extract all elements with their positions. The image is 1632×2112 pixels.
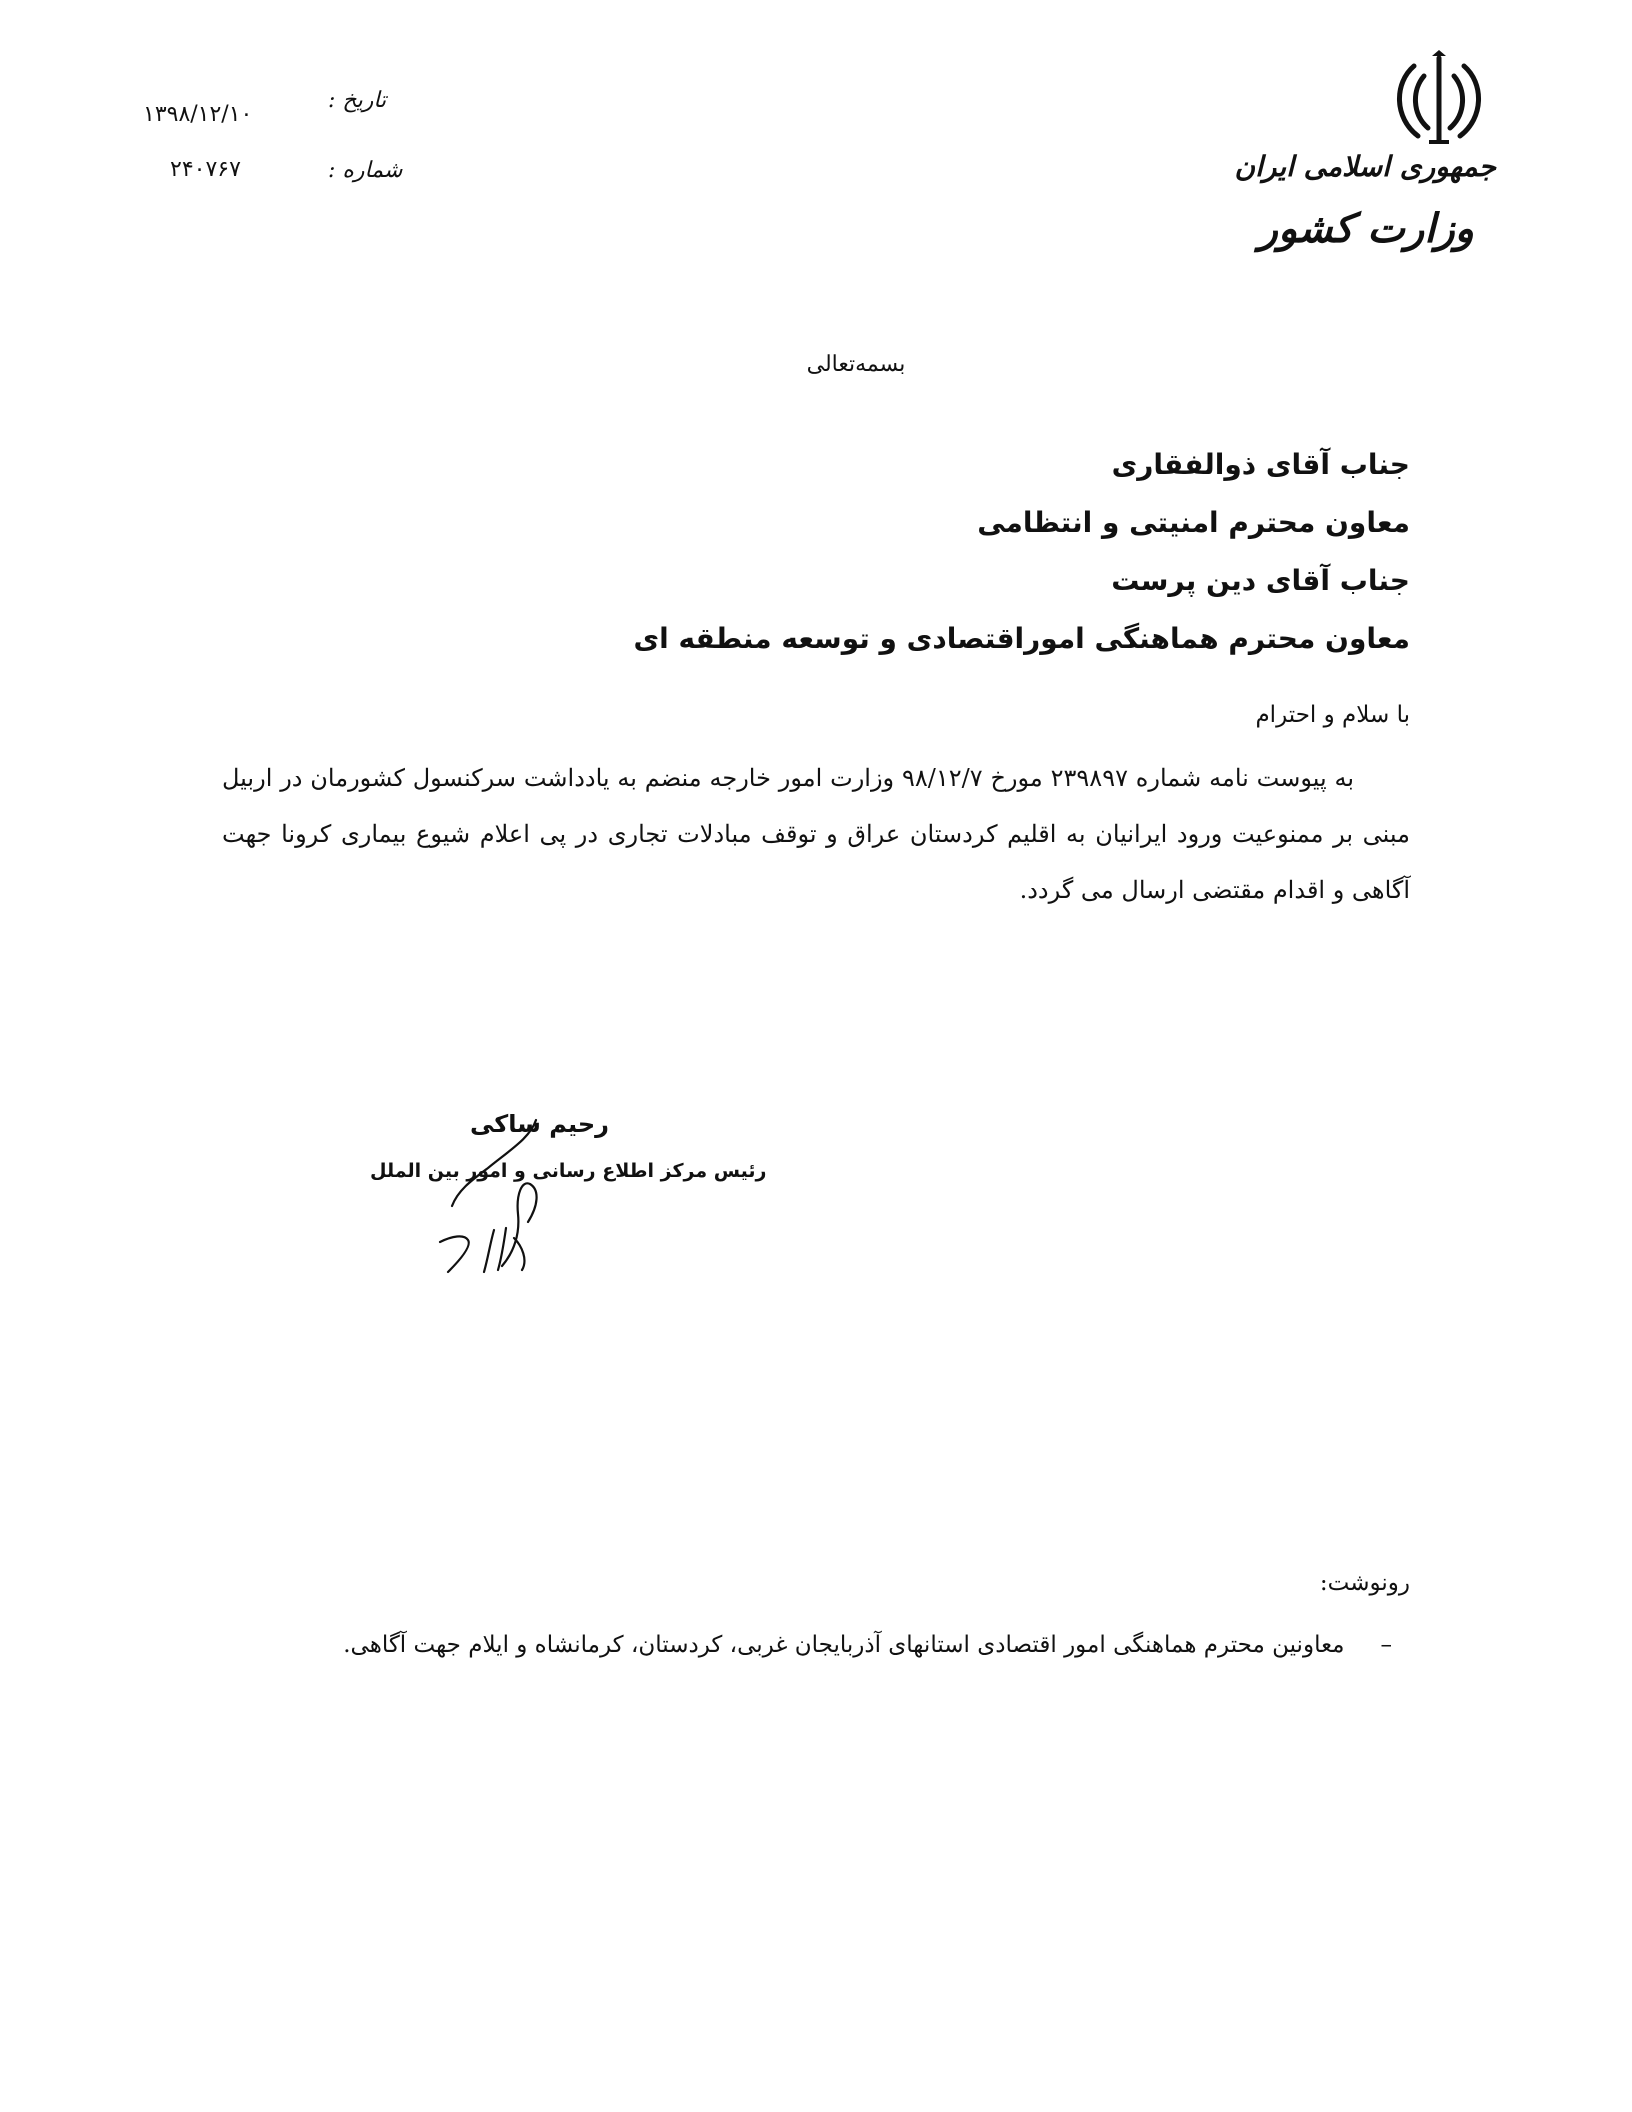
cc-label: رونوشت: xyxy=(1319,1570,1410,1596)
signer-name: رحیم ساکی xyxy=(470,1110,609,1138)
list-dash-icon: – xyxy=(1380,1632,1392,1658)
recipient-line: معاون محترم هماهنگی اموراقتصادی و توسعه منطقه ای xyxy=(633,622,1410,655)
date-label: تاریخ : xyxy=(328,88,387,113)
body-paragraph: به پیوست نامه شماره ۲۳۹۸۹۷ مورخ ۹۸/۱۲/۷ وزارت امور خارجه منضم به یادداشت سرکنسول کشورمان در اربیل مبنی بر ممنوعیت ورود ایرانیان به اقلیم کردستان عراق و توقف مبادلات تجاری در پی اعلام شیوع بیماری کرونا جهت آگاهی و اقدام مقتضی ارسال می گردد. xyxy=(222,764,1410,904)
recipient-line: معاون محترم امنیتی و انتظامی xyxy=(977,506,1410,539)
ministry-name: وزارت کشور xyxy=(1258,205,1474,252)
country-name: جمهوری اسلامی ایران xyxy=(1234,150,1496,183)
signer-title: رئیس مرکز اطلاع رسانی و امور بین الملل xyxy=(370,1160,767,1182)
number-label: شماره : xyxy=(328,158,403,183)
cc-item-text: معاونین محترم هماهنگی امور اقتصادی استانهای آذربایجان غربی، کردستان، کرمانشاه و ایلام جهت آگاهی. xyxy=(343,1632,1345,1658)
recipient-line: جناب آقای ذوالفقاری xyxy=(1111,448,1410,481)
invocation: بسمه‌تعالی xyxy=(806,352,906,377)
recipients-block xyxy=(410,436,1410,668)
cc-list-item xyxy=(343,1632,1392,1658)
number-value: ۲۴۰۷۶۷ xyxy=(170,157,241,182)
date-value: ۱۳۹۸/۱۲/۱۰ xyxy=(143,102,253,127)
recipient-line: جناب آقای دین پرست xyxy=(1111,564,1410,597)
greeting: با سلام و احترام xyxy=(1255,702,1410,728)
iran-emblem-icon xyxy=(1384,48,1494,148)
handwritten-signature xyxy=(418,1110,578,1280)
